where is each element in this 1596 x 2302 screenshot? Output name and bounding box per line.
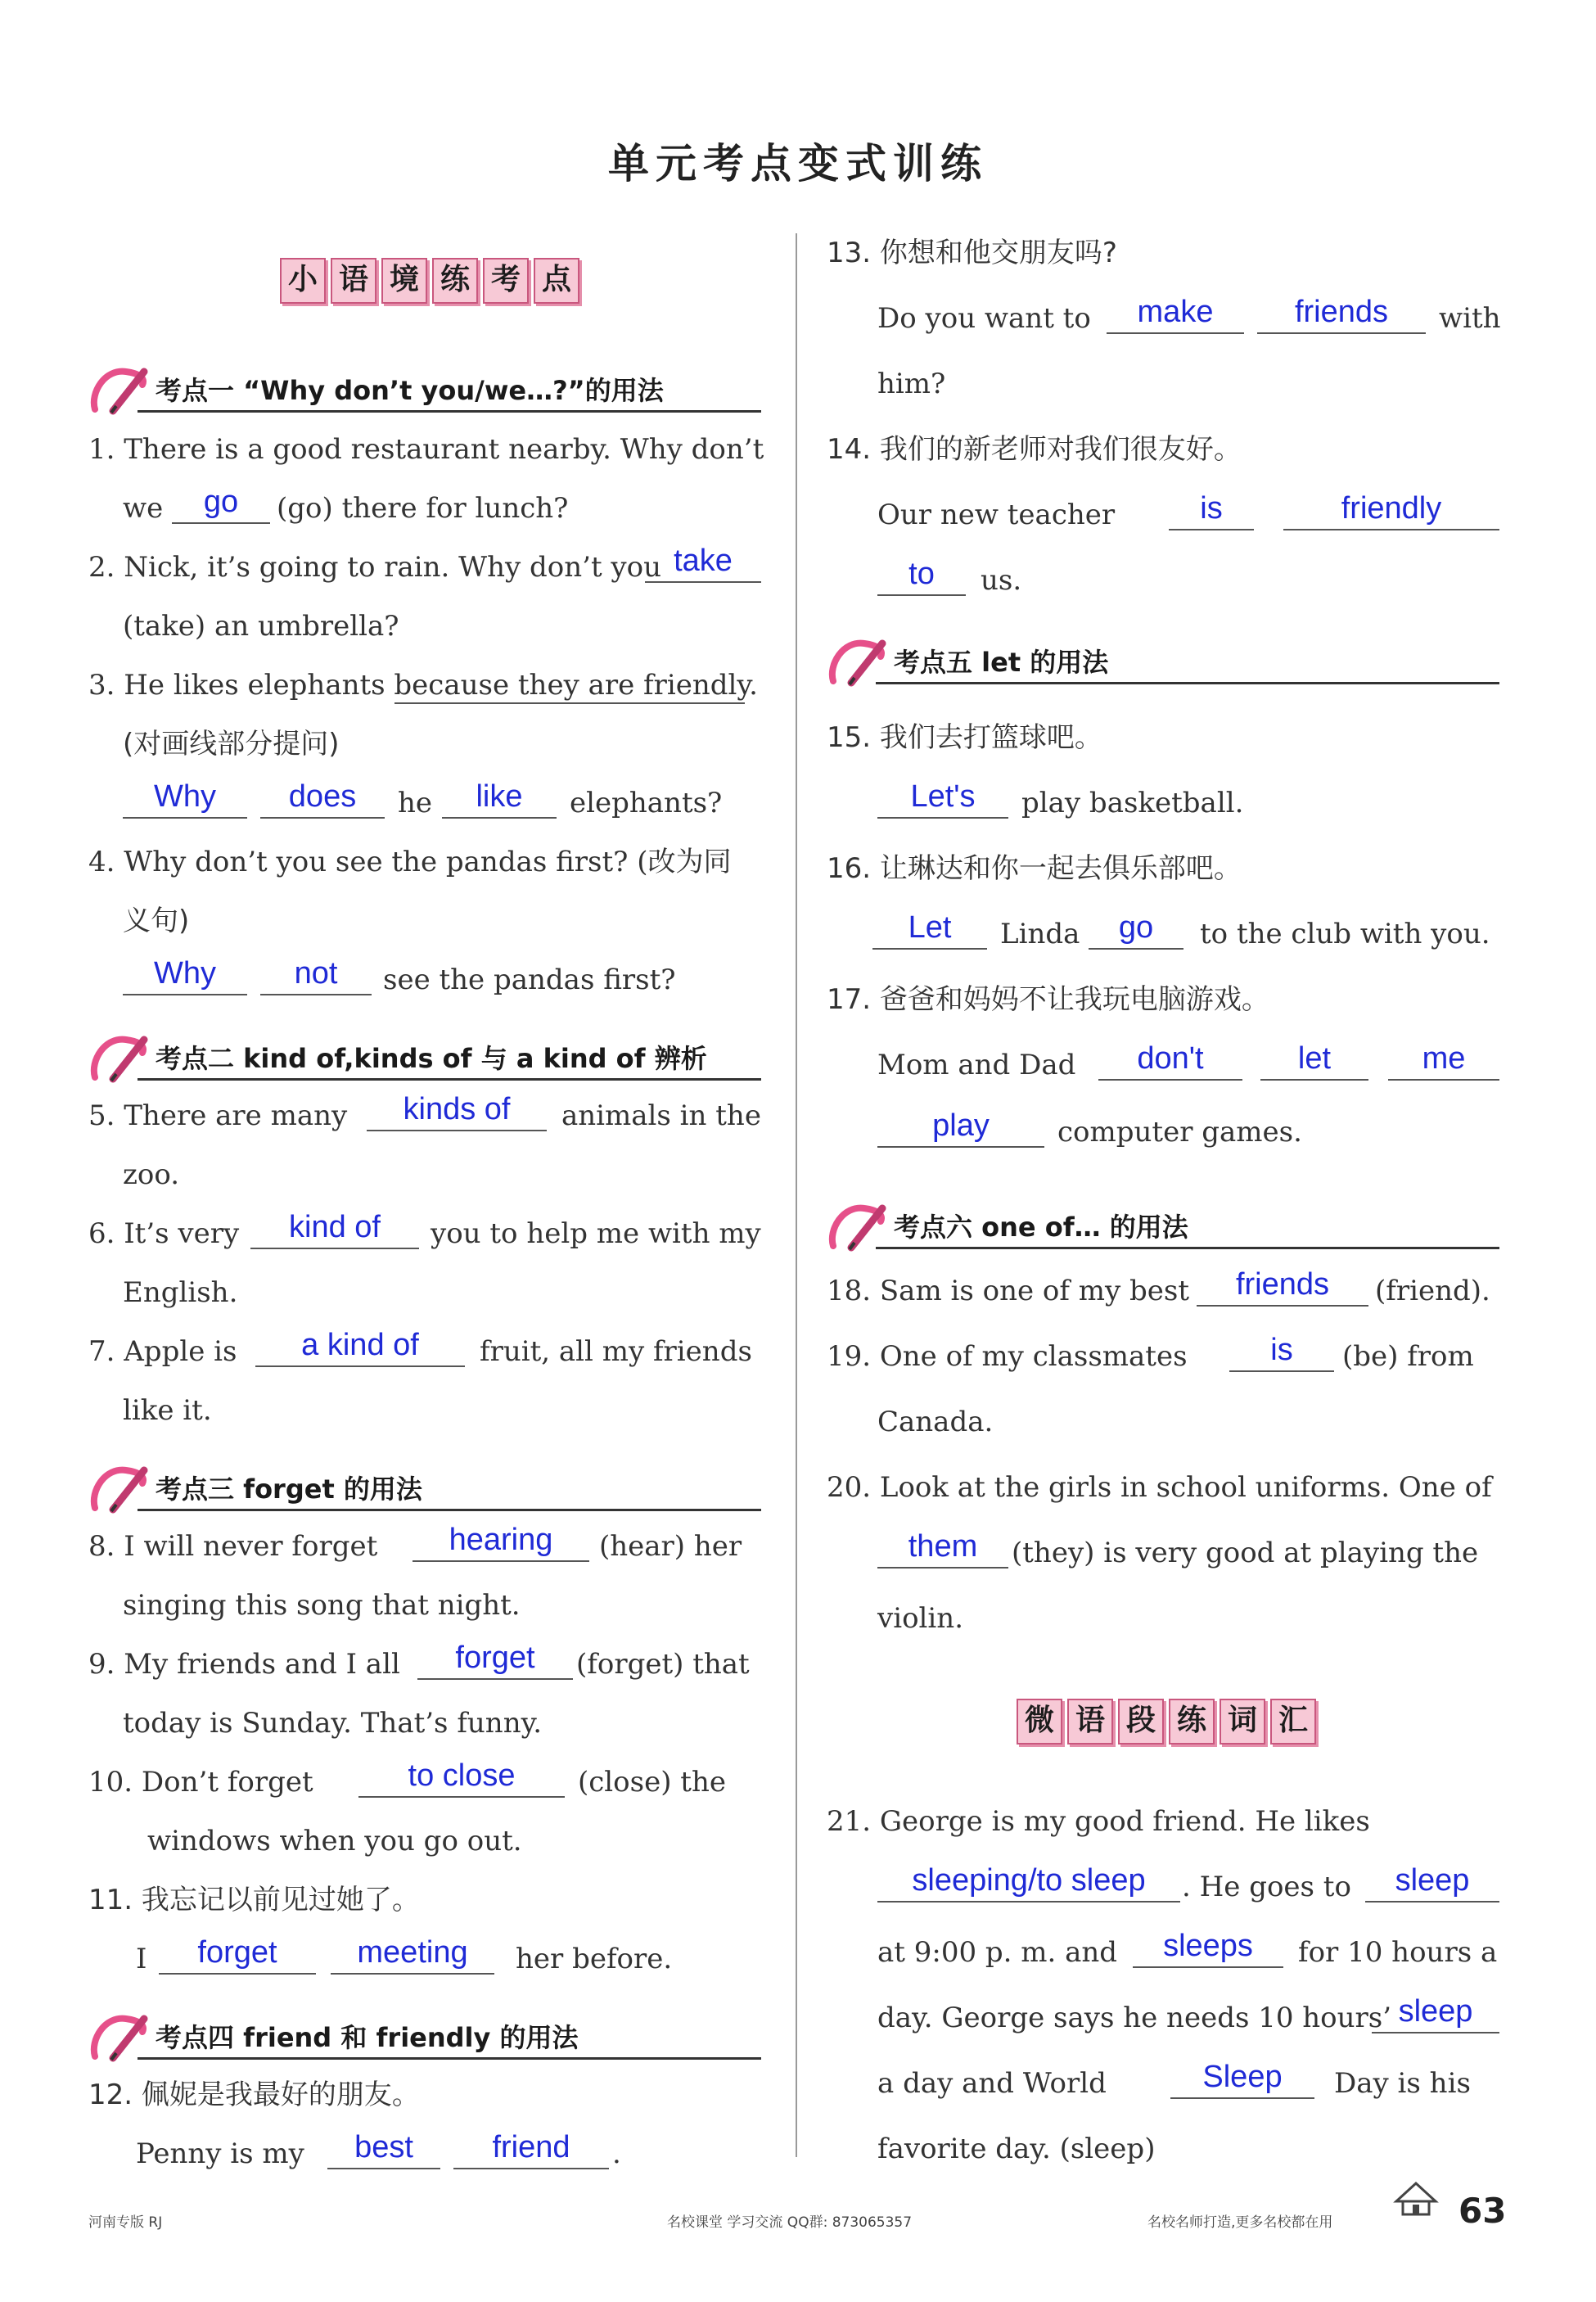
question-19-post: (be) from [1342, 1340, 1474, 1373]
question-4-line2: 义句) [123, 905, 190, 937]
question-9-pre: 9. My friends and I all [88, 1648, 400, 1681]
answer-blank[interactable]: Why [123, 776, 247, 819]
point-heading-5 [827, 639, 1499, 684]
question-1-pre: we [123, 492, 164, 525]
question-14-line1: 14. 我们的新老师对我们很友好。 [827, 433, 1242, 466]
question-10-pre: 10. Don’t forget [88, 1766, 313, 1799]
question-20-post: (they) is very good at playing the [1012, 1537, 1479, 1569]
question-15-post: play basketball. [1021, 787, 1244, 819]
question-7-line2: like it. [123, 1394, 212, 1427]
point-heading-4 [88, 2014, 761, 2060]
point-heading-3 [88, 1465, 761, 1511]
point-title: 考点六 one of… 的用法 [894, 1212, 1188, 1243]
answer-blank[interactable]: forget [417, 1637, 573, 1680]
answer-blank[interactable]: make [1107, 291, 1244, 334]
question-20-line3: violin. [877, 1602, 964, 1635]
pen-icon [827, 632, 892, 689]
answer-blank[interactable]: take [645, 540, 761, 583]
question-4-line1: 4. Why don’t you see the pandas first? (改为同 [88, 846, 732, 878]
point-title: 考点四 friend 和 friendly 的用法 [156, 2022, 579, 2053]
question-3-instruction: (对画线部分提问) [123, 728, 340, 761]
question-17-pre: Mom and Dad [877, 1049, 1076, 1081]
answer-blank[interactable]: is [1169, 488, 1254, 530]
answer-blank[interactable]: like [442, 776, 557, 819]
question-21-line5-post: Day is his [1334, 2067, 1471, 2100]
answer-blank[interactable]: friend [453, 2127, 609, 2169]
answer-blank[interactable]: a kind of [255, 1325, 465, 1367]
banner-char: 练 [432, 258, 478, 304]
pen-icon [827, 1197, 892, 1254]
banner-char: 语 [1067, 1699, 1113, 1745]
question-17-line1: 17. 爸爸和妈妈不让我玩电脑游戏。 [827, 983, 1269, 1016]
pen-icon [88, 360, 154, 418]
question-18-pre: 18. Sam is one of my best [827, 1275, 1190, 1307]
question-12-pre: Penny is my [136, 2137, 304, 2170]
question-21-line3-pre: at 9:00 p. m. and [877, 1936, 1118, 1969]
question-13-line1: 13. 你想和他交朋友吗? [827, 237, 1117, 269]
question-8-post: (hear) her [599, 1530, 742, 1563]
answer-blank[interactable]: meeting [331, 1932, 494, 1975]
question-16-post: to the club with you. [1200, 918, 1490, 950]
question-15-line1: 15. 我们去打篮球吧。 [827, 721, 1102, 754]
point-title: 考点三 forget 的用法 [156, 1474, 422, 1505]
question-21-line6: favorite day. (sleep) [877, 2133, 1156, 2165]
answer-blank[interactable]: friends [1197, 1264, 1368, 1307]
answer-blank[interactable]: go [1089, 907, 1183, 950]
question-20-line1: 20. Look at the girls in school uniforms. One of [827, 1471, 1492, 1504]
question-19-pre: 19. One of my classmates [827, 1340, 1188, 1373]
question-7-pre: 7. Apple is [88, 1335, 237, 1368]
answer-blank[interactable]: to close [358, 1755, 565, 1798]
question-6-pre: 6. It’s very [88, 1217, 240, 1250]
question-21-line5-pre: a day and World [877, 2067, 1107, 2100]
question-5-pre: 5. There are many [88, 1099, 348, 1132]
answer-blank[interactable]: does [260, 776, 385, 819]
answer-blank[interactable]: sleep [1372, 1991, 1499, 2033]
question-11-line1: 11. 我忘记以前见过她了。 [88, 1884, 420, 1916]
question-21-line3-post: for 10 hours a [1298, 1936, 1498, 1969]
question-3-mid: he [398, 787, 433, 819]
question-11-pre: I [136, 1943, 147, 1975]
answer-blank[interactable]: not [260, 953, 372, 995]
answer-blank[interactable]: don't [1098, 1038, 1242, 1081]
answer-blank[interactable]: hearing [413, 1519, 589, 1562]
question-4-post: see the pandas first? [383, 964, 676, 996]
question-5-line2: zoo. [123, 1158, 180, 1191]
answer-blank[interactable]: go [172, 481, 270, 524]
banner-char: 汇 [1270, 1699, 1316, 1745]
question-14-post: us. [981, 564, 1022, 597]
question-18-post: (friend). [1375, 1275, 1490, 1307]
answer-blank[interactable]: sleeping/to sleep [877, 1860, 1180, 1903]
question-3-line1: 3. He likes elephants because they are friendly. [88, 669, 758, 702]
question-10-line2: windows when you go out. [147, 1825, 522, 1857]
footer-edition: 河南专版 RJ [88, 2214, 163, 2231]
answer-blank[interactable]: them [877, 1526, 1008, 1569]
page-number: 63 [1458, 2191, 1507, 2231]
point-title: 考点一 “Why don’t you/we…?”的用法 [156, 375, 664, 406]
banner-char: 小 [280, 258, 326, 304]
question-1-post: (go) there for lunch? [277, 492, 569, 525]
answer-blank[interactable]: Sleep [1170, 2056, 1314, 2099]
point-heading-2 [88, 1035, 761, 1081]
question-8-line2: singing this song that night. [123, 1589, 521, 1622]
question-2-line1: 2. Nick, it’s going to rain. Why don’t you [88, 551, 662, 584]
question-14-pre: Our new teacher [877, 499, 1116, 531]
answer-blank[interactable]: forget [159, 1932, 316, 1975]
answer-blank[interactable]: best [327, 2127, 440, 2169]
question-21-mid: . He goes to [1182, 1871, 1351, 1903]
answer-blank[interactable]: sleeps [1133, 1925, 1283, 1968]
question-19-line2: Canada. [877, 1406, 994, 1438]
page-title: 单元考点变式训练 [608, 140, 988, 187]
section-banner-vocabulary [1017, 1699, 1316, 1745]
pen-icon [88, 1028, 154, 1086]
column-divider [796, 233, 797, 2157]
question-5-post: animals in the [561, 1099, 761, 1132]
footer-slogan: 名校名师打造,更多名校都在用 [1147, 2214, 1333, 2231]
answer-blank[interactable]: friendly [1283, 488, 1499, 530]
school-logo-icon [1391, 2173, 1440, 2223]
pen-icon [88, 1459, 154, 1516]
question-12-line1: 12. 佩妮是我最好的朋友。 [88, 2079, 420, 2111]
question-17-post: computer games. [1057, 1116, 1302, 1149]
question-21-line4: day. George says he needs 10 hours’ [877, 2002, 1392, 2034]
answer-blank[interactable]: play [877, 1105, 1044, 1148]
point-title: 考点五 let 的用法 [894, 647, 1109, 678]
pen-icon [88, 2007, 154, 2065]
answer-blank[interactable]: me [1388, 1038, 1499, 1081]
question-21-line1: 21. George is my good friend. He likes [827, 1805, 1370, 1838]
question-12-post: . [612, 2137, 621, 2170]
point-heading-1 [88, 367, 761, 413]
answer-blank[interactable]: to [877, 553, 966, 596]
question-16-mid: Linda [1000, 918, 1080, 950]
point-heading-6 [827, 1203, 1499, 1249]
question-13-post: with [1439, 302, 1501, 335]
answer-blank[interactable]: kinds of [367, 1089, 547, 1131]
answer-blank[interactable]: is [1229, 1329, 1334, 1372]
banner-char: 段 [1118, 1699, 1164, 1745]
banner-char: 境 [381, 258, 427, 304]
question-10-post: (close) the [578, 1766, 726, 1799]
underline-mark [394, 702, 745, 704]
point-title: 考点二 kind of,kinds of 与 a kind of 辨析 [156, 1043, 707, 1074]
answer-blank[interactable]: let [1260, 1038, 1368, 1081]
question-3-post: elephants? [570, 787, 723, 819]
question-9-post: (forget) that [576, 1648, 750, 1681]
answer-blank[interactable]: Let's [877, 776, 1008, 819]
question-9-line2: today is Sunday. That’s funny. [123, 1707, 543, 1740]
answer-blank[interactable]: Let [872, 907, 987, 950]
question-2-line2: (take) an umbrella? [123, 610, 399, 643]
banner-char: 考 [483, 258, 529, 304]
banner-char: 练 [1169, 1699, 1215, 1745]
banner-char: 词 [1220, 1699, 1265, 1745]
answer-blank[interactable]: sleep [1365, 1860, 1499, 1903]
question-1-line1: 1. There is a good restaurant nearby. Why don’t [88, 433, 764, 466]
footer-publisher: 名校课堂 学习交流 QQ群: 873065357 [667, 2214, 913, 2231]
question-11-post: her before. [516, 1943, 673, 1975]
banner-char: 语 [331, 258, 376, 304]
banner-char: 点 [534, 258, 579, 304]
question-16-line1: 16. 让琳达和你一起去俱乐部吧。 [827, 852, 1242, 885]
question-8-pre: 8. I will never forget [88, 1530, 378, 1563]
question-6-post: you to help me with my [431, 1217, 761, 1250]
question-7-post: fruit, all my friends [480, 1335, 752, 1368]
answer-blank[interactable]: kind of [250, 1207, 419, 1249]
section-banner-context [280, 258, 579, 304]
answer-blank[interactable]: friends [1257, 291, 1426, 334]
question-6-line2: English. [123, 1276, 238, 1309]
banner-char: 微 [1017, 1699, 1062, 1745]
question-13-pre: Do you want to [877, 302, 1091, 335]
question-13-line3: him? [877, 368, 946, 400]
answer-blank[interactable]: Why [123, 953, 247, 995]
